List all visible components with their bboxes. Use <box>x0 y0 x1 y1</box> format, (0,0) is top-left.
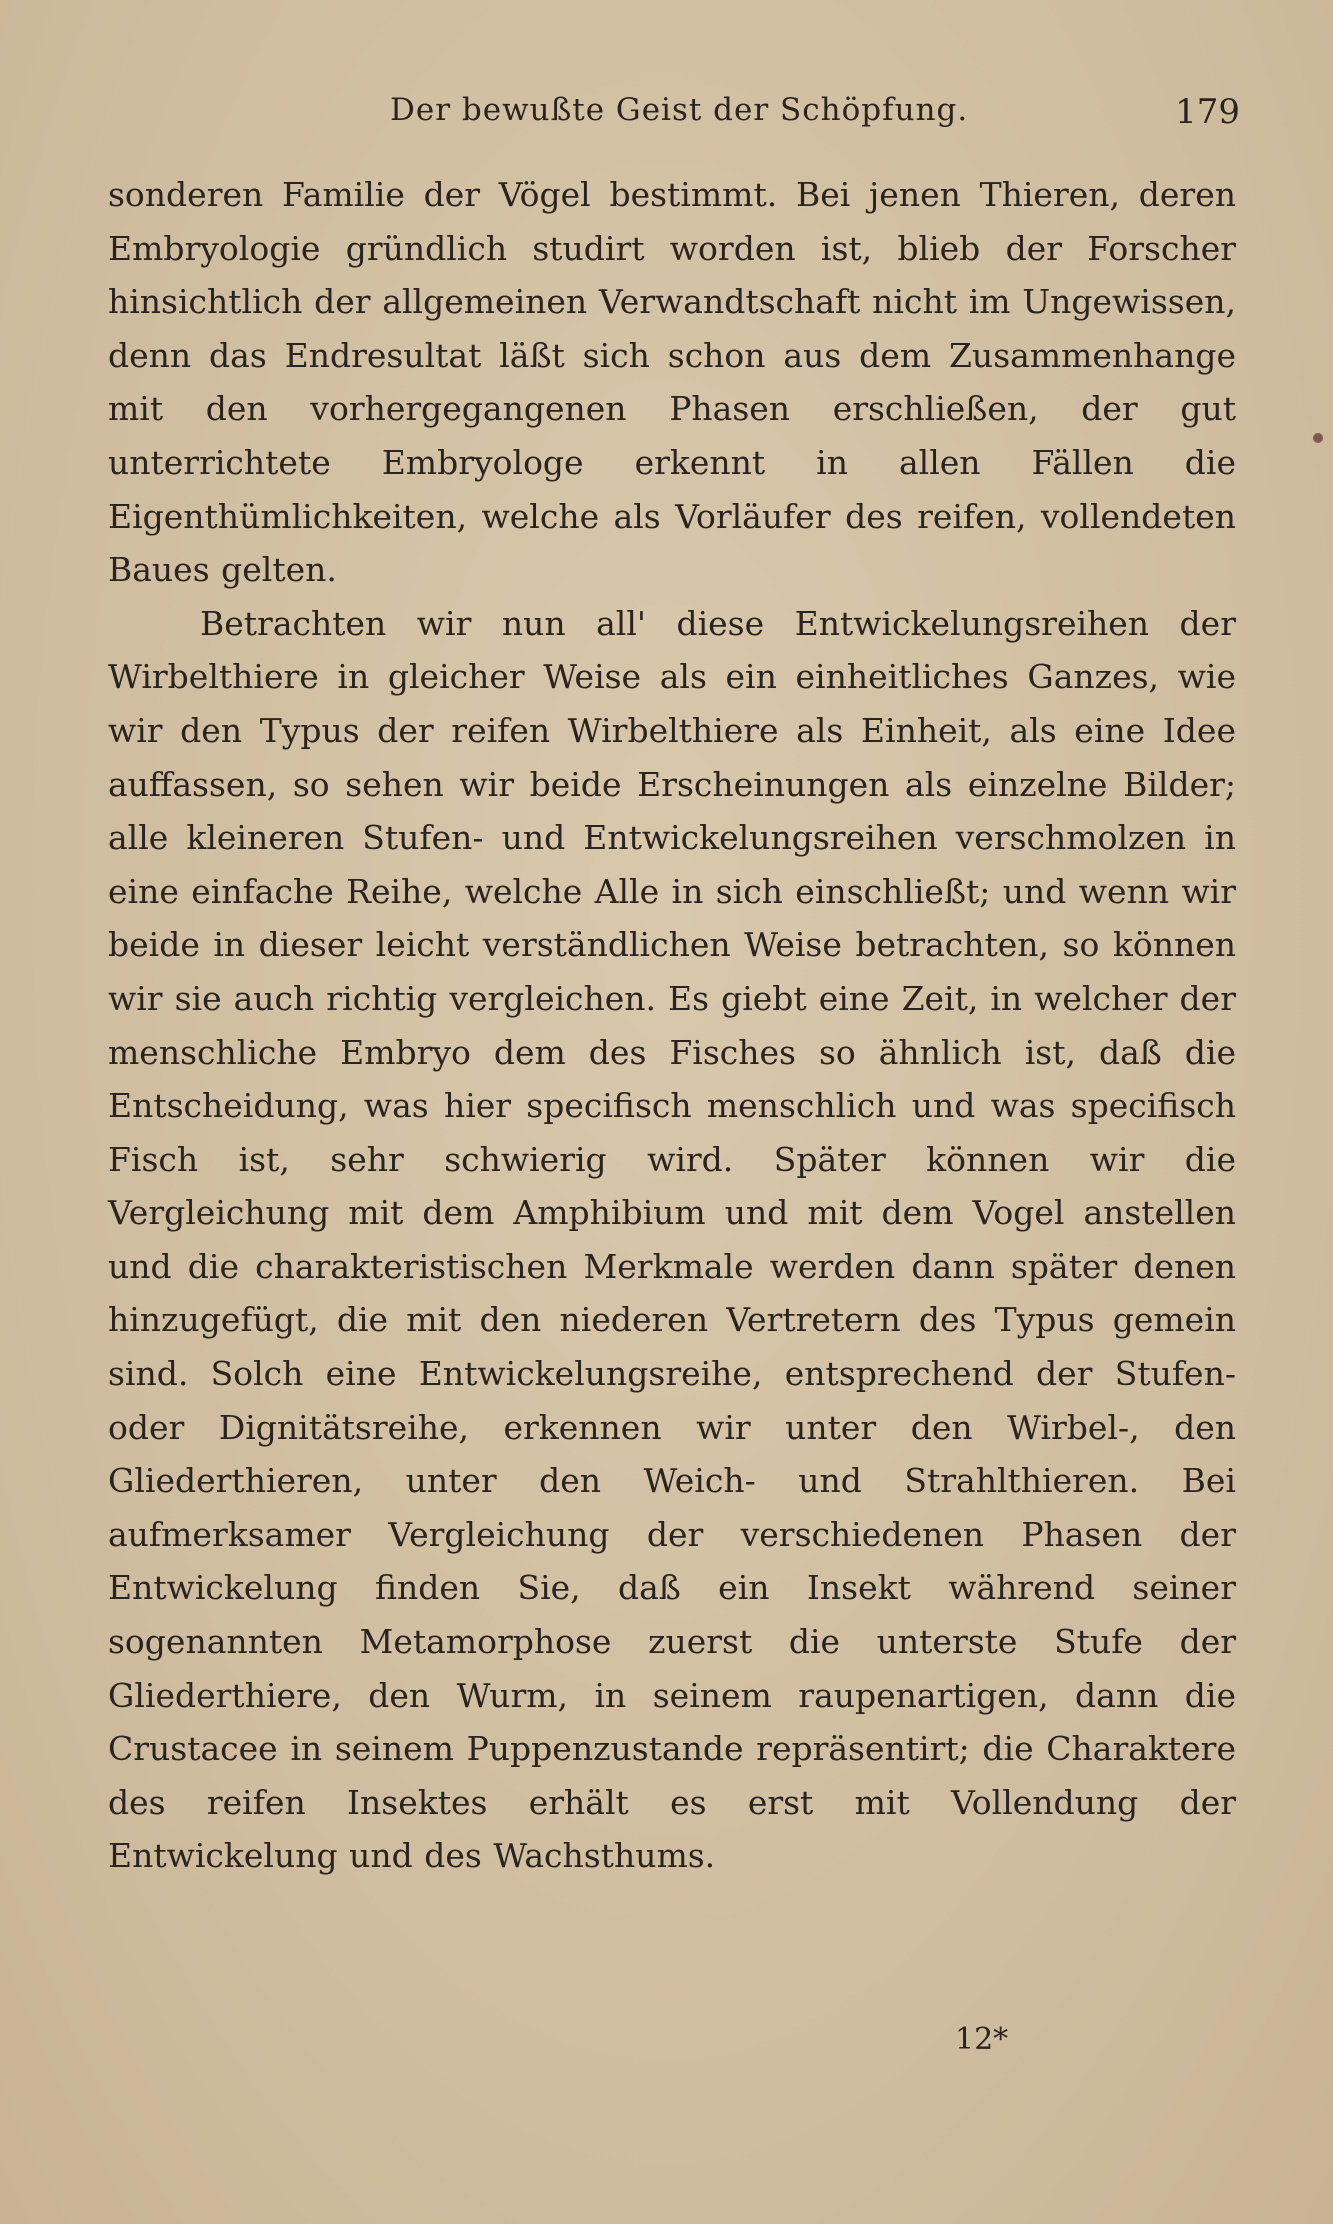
page-number: 179 <box>1175 92 1240 132</box>
ink-speck <box>1313 433 1323 443</box>
printer-signature: 12* <box>955 2022 1009 2057</box>
running-header <box>110 92 1240 142</box>
running-title: Der bewußte Geist der Schöpfung. <box>390 92 969 128</box>
body-text <box>108 168 1236 1883</box>
paragraph-continued: sonderen Familie der Vögel bestimmt. Bei jenen Thieren, deren Embryologie gründlich studirt worden ist, blieb der Forscher hinsichtlich der allgemeinen Verwandtschaft nicht im Ungewissen, denn das Endresultat läßt sich schon aus dem Zusammenhange mit den vorhergegangenen Phasen erschließen, der gut unterrichtete Embryologe erkennt in allen Fällen die Eigenthümlichkeiten, welche als Vorläufer des reifen, vollendeten Baues gelten. <box>108 175 1236 590</box>
paragraph: Betrachten wir nun all' diese Entwickelungsreihen der Wirbelthiere in gleicher Weise als ein einheitliches Ganzes, wie wir den Typus der reifen Wirbelthiere als Einheit, als eine Idee auffassen, so sehen wir beide Erscheinungen als einzelne Bilder; alle kleineren Stufen- und Entwickelungsreihen verschmolzen in eine einfache Reihe, welche Alle in sich einschließt; und wenn wir beide in dieser leicht verständlichen Weise betrachten, so können wir sie auch richtig vergleichen. Es giebt eine Zeit, in welcher der menschliche Embryo dem des Fisches so ähnlich ist, daß die Entscheidung, was hier specifisch menschlich und was specifisch Fisch ist, sehr schwierig wird. Später können wir die Vergleichung mit dem Amphibium und mit dem Vogel anstellen und die charakteristischen Merkmale werden dann später denen hinzugefügt, die mit den niederen Vertretern des Typus gemein sind. Solch eine Entwickelungsreihe, entsprechend der Stufen- oder Dignitätsreihe, erkennen wir unter den Wirbel-, den Gliederthieren, unter den Weich- und Strahlthieren. Bei aufmerksamer Vergleichung der verschiedenen Phasen der Entwickelung finden Sie, daß ein Insekt während seiner sogenannten Metamorphose zuerst die unterste Stufe der Gliederthiere, den Wurm, in seinem raupenartigen, dann die Crustacee in seinem Puppenzustande repräsentirt; die Charaktere des reifen Insektes erhält es erst mit Vollendung der Entwickelung und des Wachsthums. <box>108 603 1236 1876</box>
